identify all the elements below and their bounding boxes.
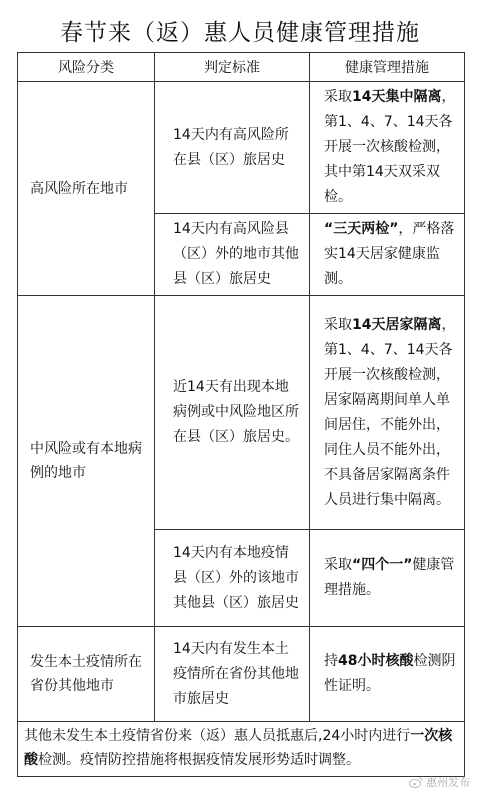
header-health-measures: 健康管理措施 <box>310 53 465 82</box>
criteria-cell <box>155 530 310 627</box>
category-cell <box>18 627 155 722</box>
table-row <box>18 627 465 722</box>
measure-text: 检测阴性证明。 <box>324 653 456 694</box>
measure-cell <box>310 82 465 214</box>
measure-emphasis: 14天集中隔离 <box>352 89 442 105</box>
note-text: 检测。疫情防控措施将根据疫情发展形势适时调整。 <box>38 752 360 768</box>
criteria-cell <box>155 214 310 296</box>
criteria-text: 14天内有高风险所在县（区）旅居史 <box>173 126 289 168</box>
note-row <box>18 722 465 777</box>
criteria-cell <box>155 82 310 214</box>
criteria-text: 近14天有出现本地病例或中风险地区所在县（区）旅居史。 <box>173 379 299 445</box>
note-cell <box>18 722 465 777</box>
note-text: 其他未发生本土疫情省份来（返）惠人员抵惠后,24小时内进行 <box>24 728 411 744</box>
measure-text: ，严格落实14天居家健康监测。 <box>324 221 455 287</box>
measure-emphasis: “四个一” <box>352 557 413 573</box>
measure-text: ，第1、4、7、14天各开展一次核酸检测，其中第14天双采双检。 <box>324 89 456 205</box>
criteria-cell <box>155 627 310 722</box>
measure-emphasis: 14天居家隔离 <box>352 316 442 333</box>
header-risk-category: 风险分类 <box>18 53 155 82</box>
criteria-cell <box>155 296 310 530</box>
watermark <box>409 774 470 790</box>
measure-cell <box>310 214 465 296</box>
measure-emphasis: 48小时核酸 <box>338 653 414 669</box>
category-cell <box>18 82 155 296</box>
table-header-row <box>18 53 465 82</box>
measure-text: ，第1、4、7、14天各开展一次核酸检测，居家隔离期间单人单间居住，不能外出，同住人员不能外出，不具备居家隔离条件人员进行集中隔离。 <box>324 316 456 508</box>
category-cell <box>18 296 155 627</box>
header-criteria: 判定标准 <box>155 53 310 82</box>
measure-text: 采取 <box>324 557 352 573</box>
measure-text: 健康管理措施。 <box>324 557 455 598</box>
category-text: 高风险所在地市 <box>30 180 128 197</box>
measure-cell <box>310 530 465 627</box>
measure-cell <box>310 296 465 530</box>
criteria-text: 14天内有本地疫情县（区）外的该地市其他县（区）旅居史 <box>173 544 299 611</box>
page-title: 春节来（返）惠人员健康管理措施 <box>60 20 420 46</box>
watermark-text: 惠州发布 <box>426 776 470 789</box>
category-text: 发生本土疫情所在省份其他地市 <box>30 654 142 694</box>
criteria-text: 14天内有发生本土疫情所在省份其他地市旅居史 <box>173 640 299 707</box>
measure-text: 采取 <box>324 89 352 105</box>
measure-emphasis: “三天两检” <box>324 221 399 237</box>
measure-text: 采取 <box>324 316 352 333</box>
category-text: 中风险或有本地病例的地市 <box>30 441 142 481</box>
measure-text: 持 <box>324 653 338 669</box>
measure-cell <box>310 627 465 722</box>
weibo-logo-icon <box>409 777 423 788</box>
note-emphasis: 一次核酸 <box>24 728 453 768</box>
criteria-text: 14天内有高风险县（区）外的地市其他县（区）旅居史 <box>173 221 299 287</box>
table-row <box>18 296 465 530</box>
table-row <box>18 82 465 214</box>
health-measures-table <box>17 52 465 777</box>
